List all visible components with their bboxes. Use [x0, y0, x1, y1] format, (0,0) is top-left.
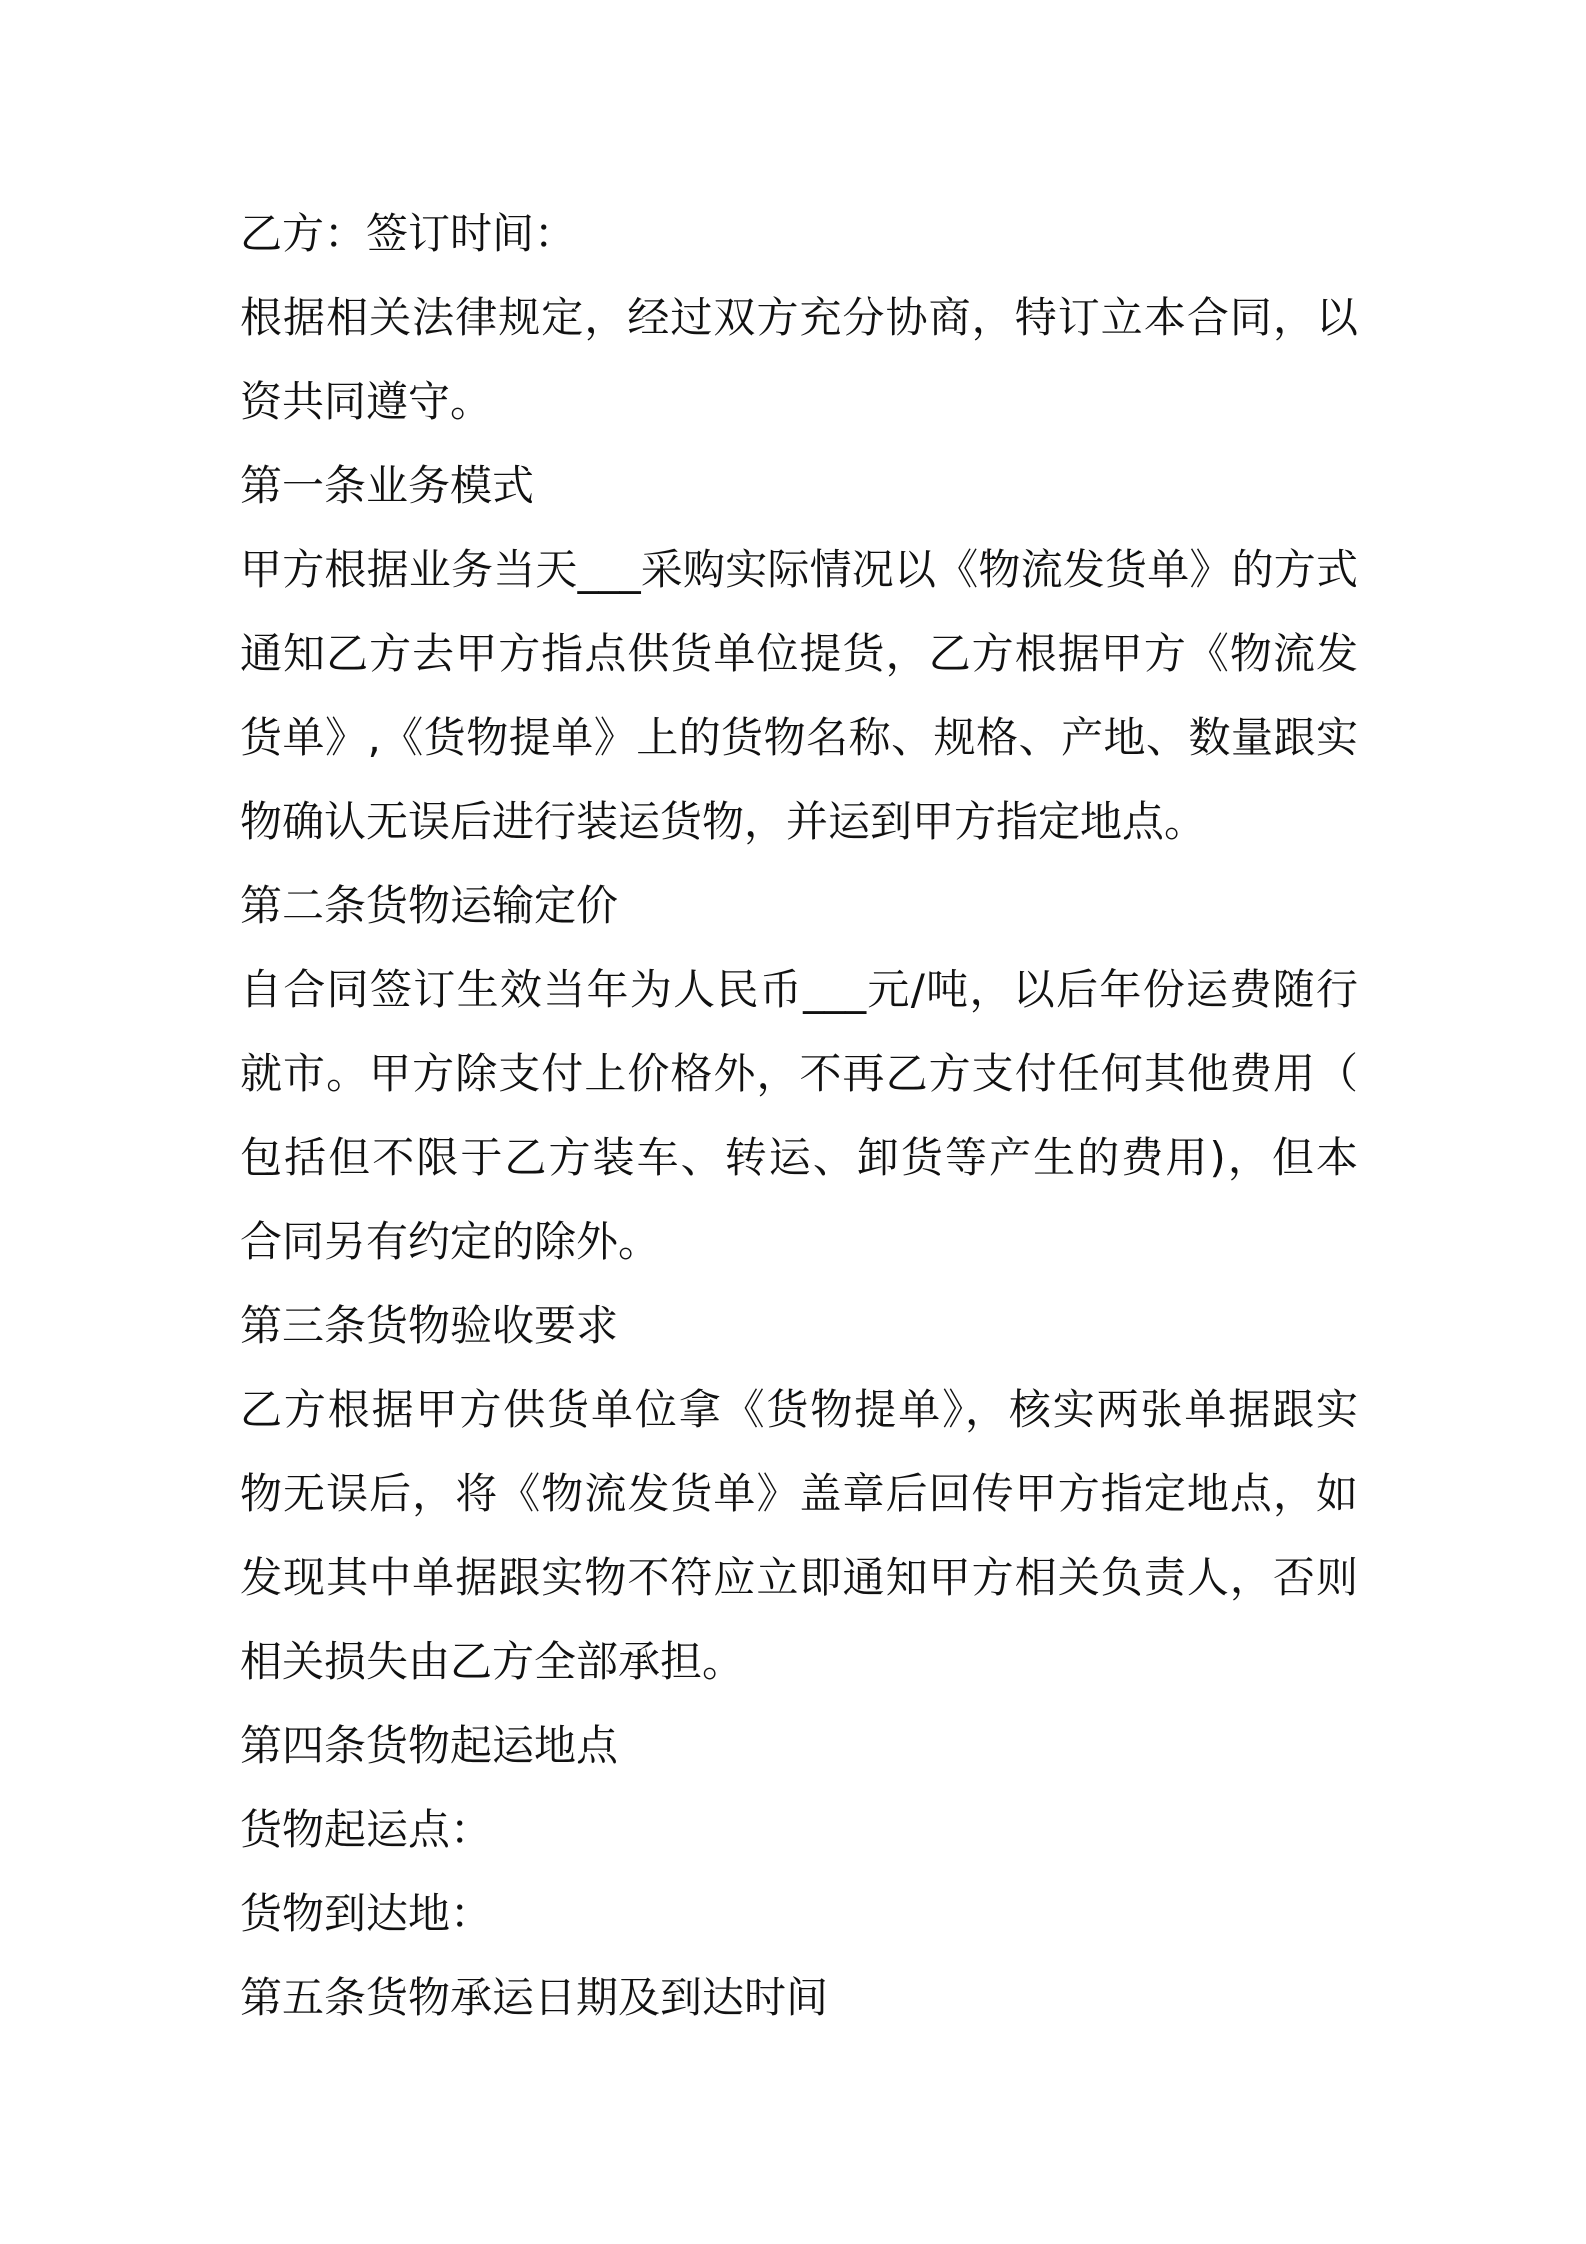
article-1-line-4: 物确认无误后进行装运货物，并运到甲方指定地点。: [240, 797, 1207, 846]
article-3-line-2: 物无误后，将《物流发货单》盖章后回传甲方指定地点，如: [240, 1469, 1358, 1518]
article-2-line-2: 就市。甲方除支付上价格外，不再乙方支付任何其他费用（: [240, 1049, 1358, 1098]
article-2-line-1: 自合同签订生效当年为人民币___元/吨，以后年份运费随行: [240, 965, 1358, 1014]
article-3-line-3: 发现其中单据跟实物不符应立即通知甲方相关负责人，否则: [240, 1553, 1358, 1602]
article-2-heading: 第二条货物运输定价: [240, 881, 619, 930]
destination-line: 货物到达地：: [240, 1889, 493, 1938]
article-1-heading: 第一条业务模式: [240, 461, 535, 510]
article-4-heading: 第四条货物起运地点: [240, 1721, 619, 1770]
preamble-line-2: 资共同遵守。: [240, 377, 493, 426]
article-3-line-4: 相关损失由乙方全部承担。: [240, 1637, 745, 1686]
article-1-line-2: 通知乙方去甲方指点供货单位提货，乙方根据甲方《物流发: [240, 629, 1358, 678]
article-3-heading: 第三条货物验收要求: [240, 1301, 619, 1350]
article-2-line-3: 包括但不限于乙方装车、转运、卸货等产生的费用)，但本: [240, 1133, 1358, 1182]
article-3-line-1: 乙方根据甲方供货单位拿《货物提单》，核实两张单据跟实: [240, 1385, 1358, 1434]
origin-point-line: 货物起运点：: [240, 1805, 493, 1854]
preamble-line-1: 根据相关法律规定，经过双方充分协商，特订立本合同，以: [240, 293, 1358, 342]
article-1-line-3: 货单》,《货物提单》上的货物名称、规格、产地、数量跟实: [240, 713, 1358, 762]
article-5-heading: 第五条货物承运日期及到达时间: [240, 1973, 829, 2022]
article-2-line-4: 合同另有约定的除外。: [240, 1217, 661, 1266]
article-1-line-1: 甲方根据业务当天___采购实际情况以《物流发货单》的方式: [240, 545, 1358, 594]
document-body: [240, 192, 1358, 2040]
party-b-sign-date-line: 乙方：签订时间：: [240, 209, 577, 258]
